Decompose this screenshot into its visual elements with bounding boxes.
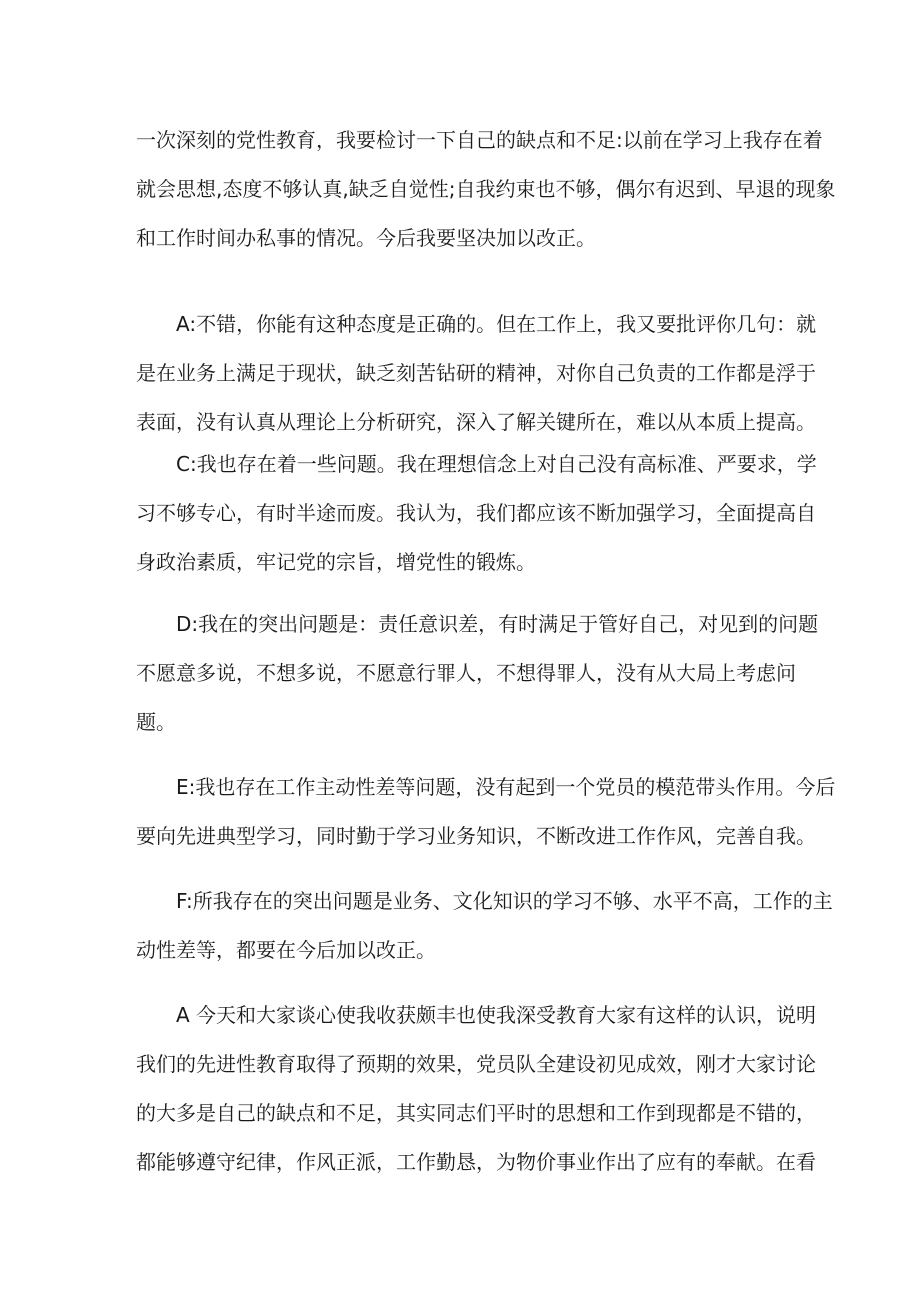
paragraph-3-line-1: C:我也存在着一些问题。我在理想信念上对自己没有高标准、严要求，学 bbox=[176, 452, 817, 476]
paragraph-6-line-2: 动性差等，都要在今后加以改正。 bbox=[136, 938, 436, 962]
paragraph-5-line-2: 要向先进典型学习，同时勤于学习业务知识，不断改进工作作风，完善自我。 bbox=[136, 824, 816, 848]
paragraph-6-line-1: F:所我存在的突出问题是业务、文化知识的学习不够、水平不高，工作的主 bbox=[176, 889, 833, 913]
paragraph-2-line-1: A:不错，你能有这种态度是正确的。但在工作上，我又要批评你几句：就 bbox=[176, 312, 817, 336]
paragraph-1-line-3: 和工作时间办私事的情况。今后我要坚决加以改正。 bbox=[136, 226, 596, 250]
paragraph-5-line-1: E:我也存在工作主动性差等问题，没有起到一个党员的模范带头作用。今后 bbox=[176, 775, 836, 799]
paragraph-1-line-2: 就会思想,态度不够认真,缺乏自觉性;自我约束也不够，偶尔有迟到、早退的现象 bbox=[136, 177, 836, 201]
paragraph-4-line-1: D:我在的突出问题是：责任意识差，有时满足于管好自己，对见到的问题 bbox=[176, 612, 819, 636]
paragraph-7-line-1: A 今天和大家谈心使我收获颇丰也使我深受教育大家有这样的认识，说明 bbox=[176, 1003, 817, 1027]
paragraph-4-line-2: 不愿意多说，不想多说，不愿意行罪人，不想得罪人，没有从大局上考虑问 bbox=[136, 661, 796, 685]
paragraph-2-line-3: 表面，没有认真从理论上分析研究，深入了解关键所在，难以从本质上提高。 bbox=[136, 410, 816, 434]
paragraph-7-line-3: 的大多是自己的缺点和不足，其实同志们平时的思想和工作到现都是不错的， bbox=[136, 1101, 816, 1125]
paragraph-1-line-1: 一次深刻的党性教育，我要检讨一下自己的缺点和不足:以前在学习上我存在着 bbox=[136, 128, 823, 152]
paragraph-3-line-3: 身政治素质，牢记党的宗旨，增党性的锻炼。 bbox=[136, 550, 536, 574]
paragraph-2-line-2: 是在业务上满足于现状，缺乏刻苦钻研的精神，对你自己负责的工作都是浮于 bbox=[136, 361, 816, 385]
paragraph-4-line-3: 题。 bbox=[136, 710, 176, 734]
paragraph-7-line-2: 我们的先进性教育取得了预期的效果，党员队全建设初见成效，刚才大家讨论 bbox=[136, 1052, 816, 1076]
paragraph-3-line-2: 习不够专心，有时半途而废。我认为，我们都应该不断加强学习，全面提高自 bbox=[136, 501, 816, 525]
paragraph-7-line-4: 都能够遵守纪律，作风正派，工作勤恳，为物价事业作出了应有的奉献。在看 bbox=[136, 1150, 816, 1174]
